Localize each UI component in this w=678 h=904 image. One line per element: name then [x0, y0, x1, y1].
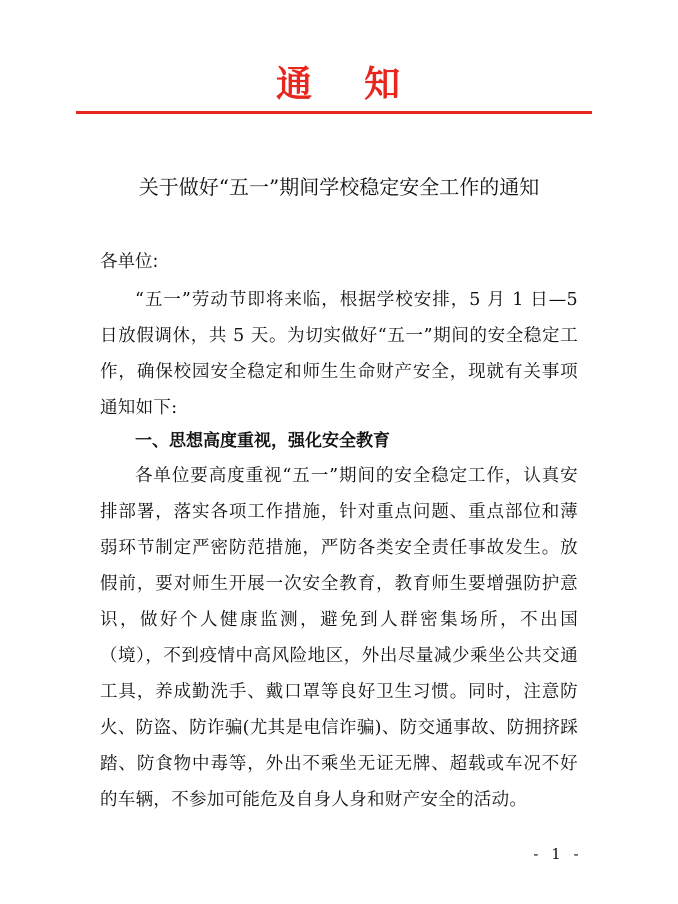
masthead-red-rule — [76, 111, 592, 114]
document-title: 关于做好“五一”期间学校稳定安全工作的通知 — [138, 175, 540, 199]
masthead-char-1: 通 — [275, 63, 314, 105]
masthead-title — [0, 62, 678, 106]
page-number: - 1 - — [533, 845, 583, 863]
salutation: 各单位: — [100, 252, 159, 272]
section-1-paragraph: 各单位要高度重视“五一”期间的安全稳定工作，认真安排部署，落实各项工作措施，针对重点问题、重点部位和薄弱环节制定严密防范措施，严防各类安全责任事故发生。放假前，要对师生开展一次安全教育，教育师生要增强防护意识，做好个人健康监测，避免到人群密集场所，不出国（境），不到疫情中高风险地区，外出尽量减少乘坐公共交通工具，养成勤洗手、戴口罩等良好卫生习惯。同时，注意防火、防盗、防诈骗(尤其是电信诈骗)、防交通事故、防拥挤踩踏、防食物中毒等，外出不乘坐无证无牌、超载或车况不好的车辆，不参加可能危及自身人身和财产安全的活动。 — [100, 466, 578, 810]
section-heading-1: 一、思想高度重视，强化安全教育 — [135, 431, 390, 451]
intro-paragraph: “五一”劳动节即将来临，根据学校安排，5 月 1 日—5 日放假调休，共 5 天。为切实做好“五一”期间的安全稳定工作，确保校园安全稳定和师生生命财产安全，现就有关事项通知如下: — [100, 290, 578, 418]
masthead-char-2: 知 — [364, 63, 403, 105]
